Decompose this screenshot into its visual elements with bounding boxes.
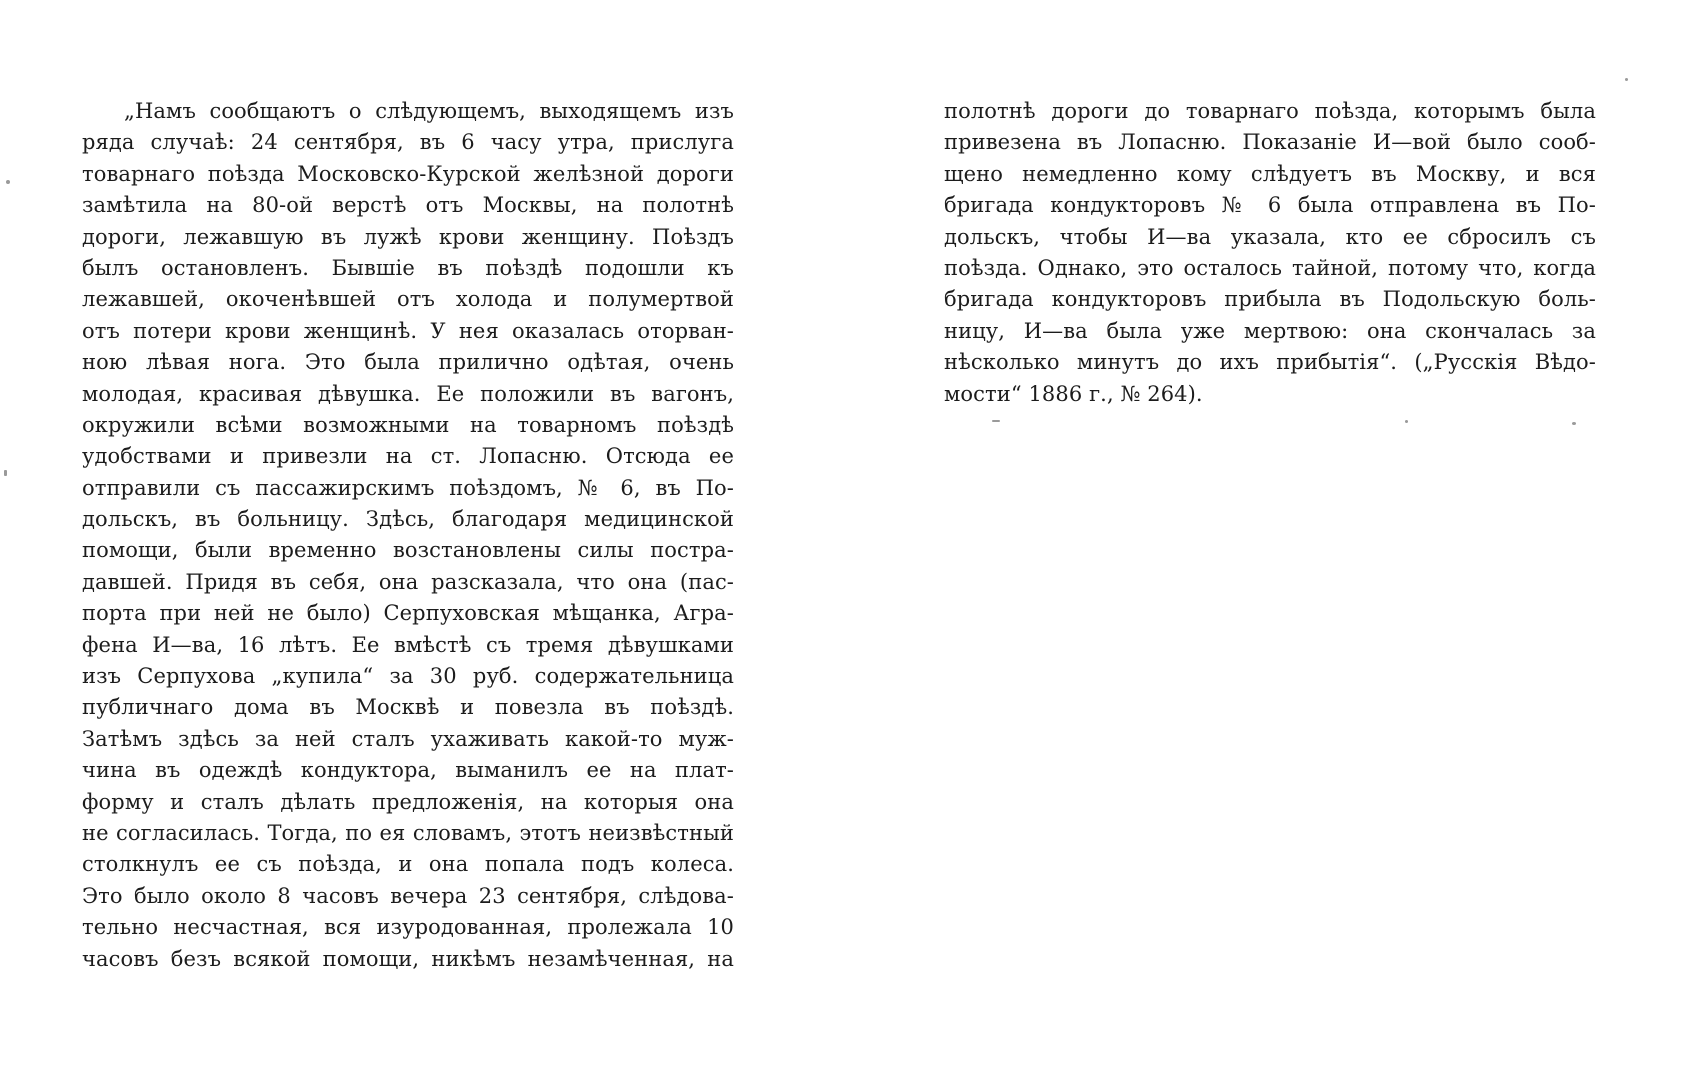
text-line: порта при ней не было) Серпуховская мѣщанка, Агра- — [82, 601, 734, 626]
scan-speck — [992, 420, 1000, 422]
text-line: дороги, лежавшую въ лужѣ крови женщину. Поѣздъ — [82, 224, 734, 249]
text-line: публичнаго дома въ Москвѣ и повезла въ поѣздѣ. — [82, 695, 734, 720]
text-line: бригада кондукторовъ № 6 была отправлена въ По- — [944, 193, 1596, 218]
text-line: щено немедленно кому слѣдуетъ въ Москву, и вся — [944, 161, 1596, 186]
text-line: фена И—ва, 16 лѣтъ. Ее вмѣстѣ съ тремя дѣвушками — [82, 632, 734, 657]
text-line: „Намъ сообщаютъ о слѣдующемъ, выходящемъ изъ — [124, 99, 734, 123]
text-line: мости“ 1886 г., № 264). — [944, 381, 1203, 406]
text-line: молодая, красивая дѣвушка. Ее положили въ вагонъ, — [82, 381, 734, 406]
text-line: помощи, были временно возстановлены силы постра- — [82, 538, 734, 563]
text-line: форму и сталъ дѣлать предложенія, на которыя она — [82, 789, 734, 814]
scan-speck — [1572, 422, 1576, 425]
text-line: лежавшей, окоченѣвшей отъ холода и полумертвой — [82, 287, 734, 312]
left-page-text — [82, 96, 734, 975]
scan-speck — [4, 470, 7, 476]
right-page — [900, 0, 1620, 1066]
text-line: ряда случаѣ: 24 сентября, въ 6 часу утра, прислуга — [82, 130, 734, 155]
left-page — [40, 0, 760, 1066]
text-line: Затѣмъ здѣсь за ней сталъ ухаживать какой-то муж- — [82, 726, 734, 751]
text-line: отъ потери крови женщинѣ. У нея оказалась оторван- — [82, 318, 734, 343]
text-line: изъ Серпухова „купила“ за 30 руб. содержательница — [82, 664, 734, 689]
scan-speck — [6, 180, 10, 184]
text-line: поѣзда. Однако, это осталось тайной, потому что, когда — [944, 255, 1596, 280]
text-line: тельно несчастная, вся изуродованная, пролежала 10 — [82, 915, 734, 940]
text-line: Это было около 8 часовъ вечера 23 сентября, слѣдова- — [82, 883, 734, 908]
text-line: чина въ одеждѣ кондуктора, выманилъ ее на плат- — [82, 758, 734, 783]
text-line: ною лѣвая нога. Это была прилично одѣтая, очень — [82, 350, 734, 375]
text-line: окружили всѣми возможными на товарномъ поѣздѣ — [82, 412, 734, 437]
text-line: столкнулъ ее съ поѣзда, и она попала подъ колеса. — [82, 852, 734, 877]
scan-speck — [1405, 420, 1408, 423]
right-page-text — [944, 96, 1596, 410]
text-line: ницу, И—ва была уже мертвою: она скончалась за — [944, 318, 1596, 343]
text-line: не согласилась. Тогда, по ея словамъ, этотъ неизвѣстный — [82, 820, 734, 845]
scan-speck — [1625, 78, 1628, 81]
text-line: часовъ безъ всякой помощи, никѣмъ незамѣченная, на — [82, 946, 734, 971]
text-line: товарнаго поѣзда Московско-Курской желѣзной дороги — [82, 161, 734, 186]
text-line: полотнѣ дороги до товарнаго поѣзда, которымъ была — [944, 99, 1596, 123]
text-line: удобствами и привезли на ст. Лопасню. Отсюда ее — [82, 444, 734, 469]
text-line: нѣсколько минутъ до ихъ прибытія“. („Русскія Вѣдо- — [944, 350, 1596, 375]
text-line: замѣтила на 80-ой верстѣ отъ Москвы, на полотнѣ — [82, 193, 734, 218]
text-line: дольскъ, въ больницу. Здѣсь, благодаря медицинской — [82, 507, 734, 532]
text-line: былъ остановленъ. Бывшіе въ поѣздѣ подошли къ — [82, 255, 734, 280]
text-line: дольскъ, чтобы И—ва указала, кто ее сбросилъ съ — [944, 224, 1596, 249]
text-line: отправили съ пассажирскимъ поѣздомъ, № 6, въ По- — [82, 475, 734, 500]
text-line: бригада кондукторовъ прибыла въ Подольскую боль- — [944, 287, 1596, 312]
text-line: давшей. Придя въ себя, она разсказала, что она (пас- — [82, 569, 734, 594]
text-line: привезена въ Лопасню. Показаніе И—вой было сооб- — [944, 130, 1596, 155]
